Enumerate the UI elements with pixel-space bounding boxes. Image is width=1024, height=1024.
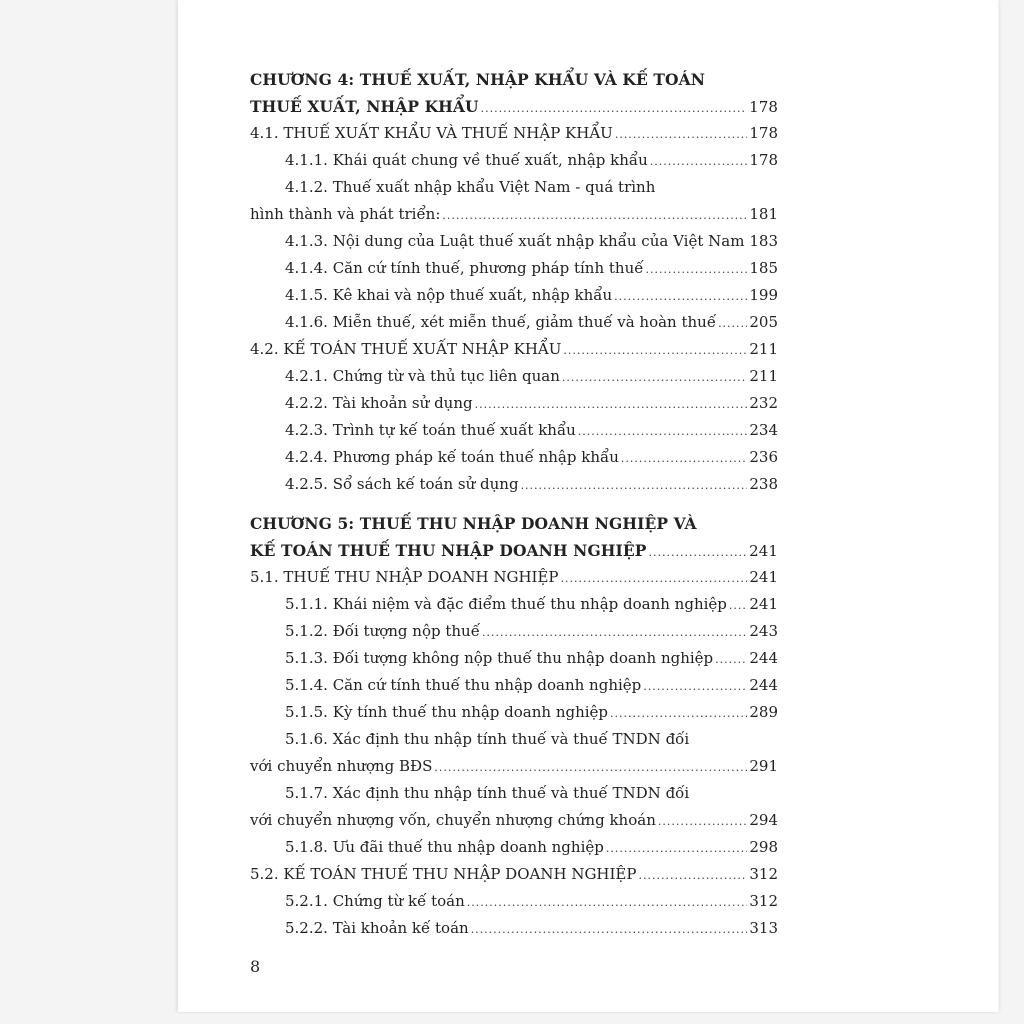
dot-leader [482, 619, 747, 646]
toc-chapter-5-line-2 [250, 537, 778, 564]
entry-title: 5.1.8. Ưu đãi thuế thu nhập doanh nghiệp [285, 838, 604, 856]
page-ref: 294 [749, 811, 778, 829]
page-ref: 312 [749, 892, 778, 910]
page-ref: 232 [749, 394, 778, 412]
entry-title: 5.1.5. Kỳ tính thuế thu nhập doanh nghiệp [285, 703, 609, 721]
toc-entry-4-1-6 [250, 309, 778, 336]
entry-title: 5.1.4. Căn cứ tính thuế thu nhập doanh nghiệp [285, 676, 642, 694]
entry-title: 4.1.3. Nội dung của Luật thuế xuất nhập khẩu của Việt Nam [285, 232, 745, 250]
toc-entry-5-1-6-line-1 [250, 726, 778, 753]
entry-title: 4.1. THUẾ XUẤT KHẨU VÀ THUẾ NHẬP KHẨU [250, 124, 613, 142]
toc-entry-4-1-2-line-2 [250, 201, 778, 228]
toc-chapter-4-line-2 [250, 93, 778, 120]
page-ref: 211 [749, 367, 778, 385]
page-ref: 244 [749, 649, 778, 667]
page-ref: 238 [749, 475, 778, 493]
page-ref: 178 [749, 124, 778, 142]
dot-leader [561, 565, 748, 592]
toc-entry-5-2-1 [250, 888, 778, 915]
entry-title: 4.2.2. Tài khoản sử dụng [285, 394, 473, 412]
dot-leader [442, 202, 747, 229]
dot-leader [610, 700, 747, 727]
entry-title: 4.2.5. Sổ sách kế toán sử dụng [285, 475, 519, 493]
page-ref: 312 [749, 865, 778, 883]
page-ref: 313 [749, 919, 778, 937]
toc-entry-5-2 [250, 861, 778, 888]
entry-title: 5.1.2. Đối tượng nộp thuế [285, 622, 480, 640]
entry-title: THUẾ XUẤT, NHẬP KHẨU [250, 97, 479, 116]
entry-title: 4.2.4. Phương pháp kế toán thuế nhập khẩu [285, 448, 619, 466]
toc-entry-5-1-6-line-2 [250, 753, 778, 780]
dot-leader [621, 445, 748, 472]
entry-title: 5.2.2. Tài khoản kế toán [285, 919, 469, 937]
background-bottom [0, 1012, 1024, 1024]
page-ref: 178 [749, 98, 778, 116]
entry-title: 4.1.4. Căn cứ tính thuế, phương pháp tính thuế [285, 259, 644, 277]
entry-title: 5.1. THUẾ THU NHẬP DOANH NGHIỆP [250, 568, 559, 586]
toc-entry-4-1-2-line-1 [250, 174, 778, 201]
dot-leader [615, 121, 748, 148]
toc-chapter-4-line-1 [250, 66, 778, 93]
entry-title: 5.2. KẾ TOÁN THUẾ THU NHẬP DOANH NGHIỆP [250, 865, 637, 883]
entry-title: 4.1.1. Khái quát chung về thuế xuất, nhập khẩu [285, 151, 648, 169]
entry-title: 5.1.3. Đối tượng không nộp thuế thu nhập doanh nghiệp [285, 649, 714, 667]
toc-entry-4-1-4 [250, 255, 778, 282]
toc-entry-4-2-2 [250, 390, 778, 417]
entry-title: 4.1.6. Miễn thuế, xét miễn thuế, giảm thuế và hoàn thuế [285, 313, 717, 331]
page-ref: 241 [749, 595, 778, 613]
toc-entry-4-2 [250, 336, 778, 363]
entry-title: 4.2. KẾ TOÁN THUẾ XUẤT NHẬP KHẨU [250, 340, 562, 358]
page-ref: 211 [749, 340, 778, 358]
entry-title: với chuyển nhượng BĐS [250, 757, 433, 775]
dot-leader [606, 835, 748, 862]
dot-leader [643, 673, 747, 700]
dot-leader [645, 256, 747, 283]
dot-leader [715, 646, 747, 673]
page-ref: 241 [749, 568, 778, 586]
page-ref: 181 [749, 205, 778, 223]
dot-leader [746, 229, 747, 256]
dot-leader [650, 148, 748, 175]
dot-leader [562, 364, 747, 391]
dot-leader [729, 592, 747, 619]
toc-entry-5-1-2 [250, 618, 778, 645]
page-ref: 185 [749, 259, 778, 277]
page-ref: 183 [749, 232, 778, 250]
page-ref: 243 [749, 622, 778, 640]
toc-entry-4-2-4 [250, 444, 778, 471]
table-of-contents [250, 66, 778, 942]
dot-leader [649, 539, 748, 566]
toc-entry-5-1-7-line-1 [250, 780, 778, 807]
background-right [999, 0, 1024, 1024]
entry-title: 5.1.6. Xác định thu nhập tính thuế và thuế TNDN đối [285, 730, 690, 748]
dot-leader [578, 418, 748, 445]
entry-title: 5.1.7. Xác định thu nhập tính thuế và thuế TNDN đối [285, 784, 690, 802]
dot-leader [481, 95, 747, 122]
toc-entry-5-1-5 [250, 699, 778, 726]
page-ref: 234 [749, 421, 778, 439]
dot-leader [563, 337, 747, 364]
dot-leader [471, 916, 748, 943]
toc-entry-5-1-7-line-2 [250, 807, 778, 834]
background-left [0, 0, 178, 1024]
page-ref: 244 [749, 676, 778, 694]
dot-leader [434, 754, 747, 781]
page-ref: 241 [749, 542, 778, 560]
entry-title: 4.1.5. Kê khai và nộp thuế xuất, nhập khẩu [285, 286, 613, 304]
dot-leader [718, 310, 747, 337]
page-number: 8 [250, 957, 261, 976]
entry-title: hình thành và phát triển: [250, 205, 441, 223]
page-ref: 178 [749, 151, 778, 169]
toc-entry-4-2-5 [250, 471, 778, 498]
page-ref: 291 [749, 757, 778, 775]
entry-title: 4.2.3. Trình tự kế toán thuế xuất khẩu [285, 421, 576, 439]
dot-leader [475, 391, 748, 418]
entry-title: 4.2.1. Chứng từ và thủ tục liên quan [285, 367, 560, 385]
dot-leader [638, 862, 747, 889]
toc-entry-5-1-4 [250, 672, 778, 699]
page-ref: 298 [749, 838, 778, 856]
toc-entry-4-2-1 [250, 363, 778, 390]
toc-entry-5-2-2 [250, 915, 778, 942]
toc-entry-4-2-3 [250, 417, 778, 444]
toc-entry-5-1-1 [250, 591, 778, 618]
entry-title: KẾ TOÁN THUẾ THU NHẬP DOANH NGHIỆP [250, 541, 647, 560]
entry-title: CHƯƠNG 5: THUẾ THU NHẬP DOANH NGHIỆP VÀ [250, 514, 697, 533]
chapter-gap [250, 498, 778, 510]
page-ref: 289 [749, 703, 778, 721]
dot-leader [658, 808, 748, 835]
page-ref: 205 [749, 313, 778, 331]
dot-leader [614, 283, 747, 310]
toc-entry-4-1-3 [250, 228, 778, 255]
dot-leader [467, 889, 748, 916]
entry-title: với chuyển nhượng vốn, chuyển nhượng chứng khoán [250, 811, 656, 829]
entry-title: CHƯƠNG 4: THUẾ XUẤT, NHẬP KHẨU VÀ KẾ TOÁN [250, 70, 706, 89]
page-ref: 236 [749, 448, 778, 466]
toc-chapter-5-line-1 [250, 510, 778, 537]
entry-title: 5.2.1. Chứng từ kế toán [285, 892, 465, 910]
toc-entry-5-1-3 [250, 645, 778, 672]
dot-leader [521, 472, 748, 499]
entry-title: 4.1.2. Thuế xuất nhập khẩu Việt Nam - quá trình [285, 178, 656, 196]
toc-entry-4-1 [250, 120, 778, 147]
toc-entry-4-1-1 [250, 147, 778, 174]
page-ref: 199 [749, 286, 778, 304]
entry-title: 5.1.1. Khái niệm và đặc điểm thuế thu nhập doanh nghiệp [285, 595, 727, 613]
toc-entry-5-1 [250, 564, 778, 591]
toc-entry-5-1-8 [250, 834, 778, 861]
toc-entry-4-1-5 [250, 282, 778, 309]
